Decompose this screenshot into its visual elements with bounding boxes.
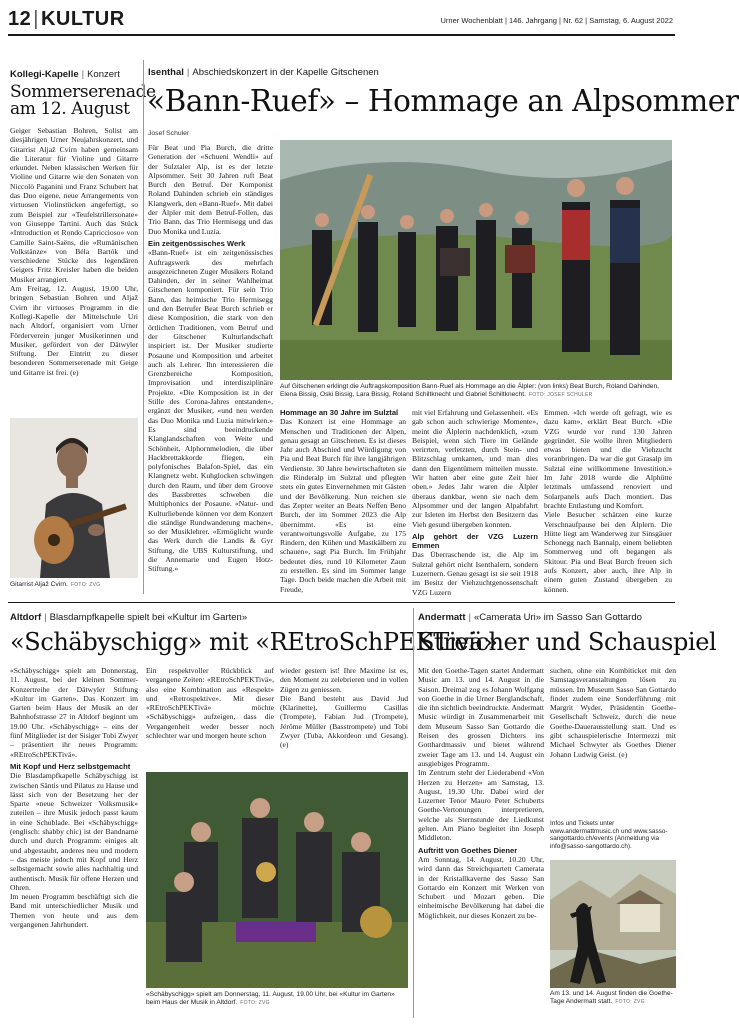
paragraph: «Bann-Ruef» ist ein zeitgenössisches Auftragswerk des mehrfach ausgezeichneten Zuger Musikers Roland Dahinden, der in seiner Wahlheimat Gitschenen komponiert. Für sein Trio Bann, das heimische Trio Hermisegg und den Betrufer Beat Burch schrieb er diese Komposition, die stark von den örtlichen Traditionen, vom Betruf und der Gitschener Kulturlandschaft inspiriert ist. Der Musiker studierte Posaune und Komposition und arbeitet auch als Lehrer. Ihn interessieren die Grenzbereiche Komposition, Improvisation und interdisziplinäre Projekte. «Die Komposition ist in der Stille des Corona-Jahres entstanden», ergänzt der Musiker, «und neu werden das Duo Monika und Luzia mitwirken.» Es sind beeindruckende Klanglandschaften von Weite und Schönheit, Alphornmelodien, die über Hackbrettakkorde fliegen, ein polyfonisches Balafon-Spiel, das ein Klangnetz webt. Kuhglocken schwingen durch den Raum, und über dem Groove des Bassbrettes schweben die Multiphonics der Posaune. «Natur- und Kulturliebende können vor dem Konzert die ständige Rundwanderung machen», so der Musiklehrer. «Ermöglicht wurde das Werk durch die Landis & Gyr Stiftung, die UBS Kulturstiftung, und die Annemarie und Eugen Hotz-Stiftung.» [148, 248, 273, 574]
paragraph: Mit den Goethe-Tagen startet Andermatt Music am 13. und 14. August in die Saison. Dreimal zog es Johann Wolfgang von Goethe in die Urner Berglandschaft, die ihn sichtlich beeindruckte. Andermatt Music würdigt in Zusammenarbeit mit dem Museum Sasso San Gottardo die Reisen des grossen Dichters ins Gotthardmassiv und bietet während zweier Tage am 13. und 14. August ein ausgiebiges Programm. [418, 666, 544, 768]
main-headline: «Bann-Ruef» – Hommage an Alpsommer [147, 84, 739, 118]
left-kicker: Kollegi-Kapelle | Konzert [10, 69, 120, 80]
main-col-1 [148, 143, 273, 598]
paragraph: Die Band besteht aus David Jud (Klarinette), Guillermo Casillas (Trompete), Fabian Jud (Trompete), Jérôme Müller (Basstrompete) und Tobi Zwyer (Tuba, Akkordeon und Gesang). (e) [280, 693, 408, 750]
main-kicker: Isenthal | Abschiedskonzert in der Kapelle Gitschenen [148, 67, 379, 78]
altdorf-col-3 [280, 666, 408, 766]
main-col-3 [412, 408, 538, 598]
altdorf-col-1 [10, 666, 138, 1016]
subheading: Ein zeitgenössisches Werk [148, 238, 246, 248]
paragraph: Im neuen Programm beschäftigt sich die Band mit unterschiedlicher Musik und Themen von heute und aus dem vergangenen Jahrhundert. [10, 892, 138, 930]
subheading: Hommage an 30 Jahre im Sulztal [280, 408, 399, 417]
band-photo [146, 772, 408, 988]
paragraph: Emmen. «Ich werde oft gefragt, wie es dazu kam», erklärt Beat Burch. «Die VZG wurde vor rund 130 Jahren gegründet. Sie wollte ihren Mitgliedern etwas bieten und die Viehzucht voranbringen. Da war die gut Grasalp im Sulztal eine willkommene Investition.» Im Jahr 2018 wurde die Alphütte letztmals umfassend renoviert und Solarpanels aufs Dach montiert. Das brachte Entlastung und Komfort. [544, 408, 672, 510]
left-headline: Sommerserenade am 12. August [10, 82, 156, 120]
guitarist-photo [10, 418, 138, 578]
paragraph: Das Überraschende ist, die Alp im Sulztal gehört nicht Isenthalern, sondern Luzernern. Genau gesagt ist sie seit 1918 im Besitz der Viehzuchtgenossenschaft VZG Luzern [412, 550, 538, 597]
paragraph: suchen, ohne ein Kombiticket mit den Samstagsveranstaltungen lösen zu müssen. Im Museum Sasso San Gottardo findet zudem eine Sonderführung mit Margrit Wyder, Präsidentin Goethe-Gesellschaft Schweiz, durch die neue Goethe-Dauerausstellung statt. Und es gibt schauspielerische Intermezzi mit Michael Schwyter als Goethes Diener Johann Ludwig Geist. (e) [550, 666, 676, 759]
column-divider [413, 608, 414, 1018]
subheading: Mit Kopf und Herz selbstgemacht [10, 761, 131, 771]
paragraph: Viele Besucher schätzen eine kurze Verschnaufpause bei den Älplern. Die Hütte liegt am Wanderweg zur Sinsgäuer Schonegg nach Bannalp, einem beliebten Sommerweg und oft begangen als Skitour. Pia und Beat Burch freuen sich aufs Konzert, aber auch, ihre Alp in einem guten Zustand übergeben zu können. [544, 510, 672, 594]
paragraph: Am Freitag, 12. August, 19.00 Uhr, bringen Sebastian Bohren und Aljaž Cvirn ihr virtuoses Programm in die Kollegi-Kapelle der Mittelschule Uri nach Altdorf, organisiert vom Urner Förderverein junger Musikerinnen und Musiker, gefördert von der Dätwyler Stiftung. Der Eintritt zu dieser besonderen Sommerserenade mit Geige und Gitarre ist frei. (e) [10, 284, 138, 377]
andermatt-caption: Am 13. und 14. August finden die Goethe-Tage Andermatt statt. FOTO: ZVG [550, 990, 673, 1005]
andermatt-headline: Streicher und Schauspiel [418, 628, 717, 656]
altdorf-headline: «Schäbyschigg» mit «REtroSchPEKTivä» [10, 628, 498, 656]
section-title: KULTUR [40, 8, 125, 30]
paragraph: «Schäbyschigg» spielt am Donnerstag, 11. August, bei der kleinen Sommer-Konzertreihe der Dätwyler Stiftung «Kultur im Garten». Das Konzert im Garten beim Haus der Musik an der Bahnhofstrasse 27 in Altdorf beginnt um 19.00 Uhr. «Schäbyschigg» – eins der fünf Mitglieder ist der Sisiger Tobi Zwyer – präsentiert ihr neues Programm: «REtroSchPEKTivä». [10, 666, 138, 759]
altdorf-kicker: Altdorf | Blasdampfkapelle spielt bei «Kultur im Garten» [10, 612, 248, 623]
paragraph: mit viel Erfahrung und Gelassenheit. «Es gab schon auch schwierige Momente», meint die Älplerin nachdenklich, «zum Beispiel, wenn sich Tiere im Gelände verirrten, verletzten, durch Stein- und Blitzschlag umkamen, und man dies dann den Eigentümern mitteilen musste. Wir hatten aber eine gute Zeit hier oben.» Jedes Jahr waren die Älpler überaus dankbar, wenn sie nach dem Alpsommer und der langen Alpabfahrt zur Isleten im Herbst den Besitzern das Vieh gesund übergeben konnten. [412, 408, 538, 529]
subheading: Alp gehört der VZG Luzern Emmen [412, 531, 538, 551]
main-photo-caption: Auf Gitschenen erklingt die Auftragskomposition Bann-Ruef als Hommage an die Älpler: (von links) Beat Burch, Roland Dahinden, Elena Bissig, Oski Bissig, Lara Bissig, Roland Schiltknecht und Gabriel Schiltknecht. FOTO: JOSEF SCHULER [280, 383, 659, 398]
section-rule [8, 602, 675, 603]
band-caption: «Schäbyschigg» spielt am Donnerstag, 11. August, 19.00 Uhr, bei «Kultur im Garten» beim Haus der Musik in Altdorf. FOTO: ZVG [146, 991, 395, 1006]
paragraph: Das Konzert ist eine Hommage an Menschen und Traditionen der Alpen, genau gesagt an Gitschenen. Es ist dieses Jahr auch Abschied und Würdigung von Pia und Beat Burch für ihre langjährigen Verdienste. 30 Jahre bewirtschafteten sie die Rinderalp im Sulztal und pflegten stets ein gutes Einvernehmen mit Gästen und der Bevölkerung. Nun reichen sie das Zepter weiter an Beats Neffen Beno Burch, der im Sommer 2023 die Alp übernimmt. «Es ist eine verantwortungsvolle Aufgabe, zu 175 Rindern, den Kühen und Mastkälbern zu schauen», sagt Pia Burch. Im Frühjahr bedeutet dies, rund 10 Kilometer Zaun zu erstellen. Es sind im Sommer lange Tage. Doch beide machen die Arbeit mit Freude, [280, 417, 406, 594]
subheading: Auftritt von Goethes Diener [418, 845, 518, 855]
andermatt-kicker: Andermatt | «Camerata Uri» im Sasso San Gottardo [418, 612, 642, 623]
column-divider [143, 60, 144, 594]
paragraph: Geiger Sebastian Bohren, Solist am diesjährigen Urner Neujahrskonzert, und Gitarrist Aljaž Cvirn haben gemeinsam die Literatur für Violine und Gitarre erkundet. Neben klassischen Werken für Violine und Gitarre wie den Sonaten von Niccolò Paganini und Franz Schubert hat das Duo eigene, neue Arrangements von virtuosen Violinstücken angefertigt, so zum Beispiel zur «Teufelstrillersonate» von Giuseppe Tartini. Auch das Stück «Introduction et Rondo Capriccioso» von Camille Saint-Saëns, die «Rumänischen Volkstänze» von Béla Bartók und verschiedene Stücke des legendären Geigers Fritz Kreisler haben die beiden Musiker arrangiert. [10, 126, 138, 284]
main-col-4 [544, 408, 672, 598]
paragraph: Am Sonntag, 14. August, 10.20 Uhr, wird dann das Streichquartett Camerata in der Kristallkaverne des Sasso San Gottardo ein Konzert mit Werken von Schubert und Mozart geben. Die einheimische Bevölkerung hat dabei die Möglichkeit, nur dieses Konzert zu be- [418, 854, 544, 920]
main-col-2 [280, 408, 406, 598]
andermatt-col-1 [418, 666, 544, 1016]
left-caption: Gitarrist Aljaž Cvirn. FOTO: ZVG [10, 581, 101, 588]
masthead: Urner Wochenblatt | 146. Jahrgang | Nr. 62 | Samstag, 6. August 2022 [440, 16, 673, 25]
byline: Josef Schuler [148, 130, 190, 137]
paragraph: Für Beat und Pia Burch, die dritte Generation der «Schueni Wendli» auf der Sulztaler Alp, ist es der letzte Alpsommer. Seit 30 Jahren ruft Beat Burch den Betruf. Der Komponist Roland Dahinden schrieb ein ständiges Klangwerk, den «Bann-Ruef». Mit dabei der Älpler mit dem Betruf-Follen, das Trio Bann, das Trio Hermisegg und das Duo Monika und Luzia. [148, 143, 273, 236]
main-photo [280, 140, 672, 380]
andermatt-col-2 [550, 666, 676, 816]
altdorf-col-2 [146, 666, 274, 766]
paragraph: Im Zentrum steht der Liederabend «Von Herzen zu Herzen» am Samstag, 13. August, 19.30 Uhr. Dabei wird der Luzerner Tenor Mauro Peter Schuberts Goethe-Vertonungen interpretieren, welche als Sternstunde der Liedkunst gelten. Am Piano begleitet ihn Joseph Middleton. [418, 768, 544, 843]
header-rule [8, 34, 675, 36]
goethe-illustration [550, 860, 676, 988]
andermatt-info: Infos und Tickets unter www.andermattmusic.ch und www.sasso-sangottardo.ch/events (Anmeldung via info@sasso-sangottardo.ch). [550, 820, 668, 850]
paragraph: Ein respektvoller Rückblick auf vergangene Zeiten: «REtroSchPEKTivä», also eine Kombination aus «Respekt» und «Retrospektive». Mit dieser «REtroSchPEKTivä» möchte «Schäbyschigg» aufzeigen, dass die Vergangenheit weder besser noch schlechter war und morgen heute schon [146, 666, 274, 741]
page-number: 12 | KULTUR [8, 8, 125, 30]
paragraph: Die Blasdampfkapelle Schäbyschigg ist zwischen Säntis und Pilatus zu Hause und lässt sich von der Besetzung her der Sparte «neue Schweizer Volksmusik» zuteilen – ihre Musik jedoch passt kaum in eine Schublade. Bei «Schäbyschigg» (englisch: shabby chic) ist der Bandname durch und durch Programm: einiges alt und abgestaubt, anderes neu und modern – das meiste jedoch mit Kopf und Herz selbstgemacht sowie alles nachhaltig und authentisch. Musik für offene Herzen und Ohren. [10, 771, 138, 892]
left-body [10, 126, 138, 416]
paragraph: wieder gestern ist! Ihre Maxime ist es, den Moment zu zelebrieren und in vollen Zügen zu geniessen. [280, 666, 408, 694]
